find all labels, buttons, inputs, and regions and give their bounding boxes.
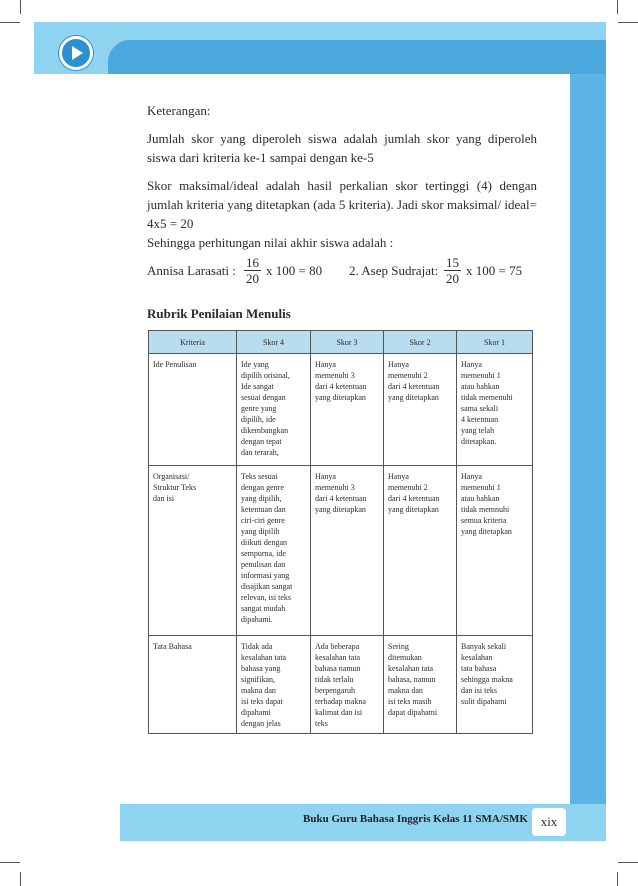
calc2-suffix: x 100 = 75 (466, 263, 523, 278)
calc2-denominator: 20 (446, 271, 459, 286)
crop-mark (0, 22, 20, 23)
cell-skor-4: Tidak ada kesalahan tata bahasa yang signifikan, makna dan isi teks dapat dipahami dengan jelas (237, 636, 311, 734)
cell-skor-3: Hanya memenuhi 3 dari 4 ketentuan yang ditetapkan (311, 466, 384, 636)
crop-mark (0, 862, 20, 863)
calc1-denominator: 20 (246, 271, 259, 286)
cell-criteria: Ide Penulisan (149, 354, 237, 466)
cell-skor-1: Banyak sekali kesalahan tata bahasa sehingga makna dan isi teks sulit dipahami (457, 636, 533, 734)
cell-skor-1: Hanya memenuhi 1 atau bahkan tidak memenuhi sama sekali 4 ketentuan yang telah ditetapkan. (457, 354, 533, 466)
header-skor-1: Skor 1 (457, 331, 533, 354)
cell-skor-3: Hanya memenuhi 3 dari 4 ketentuan yang ditetapkan (311, 354, 384, 466)
calc2-prefix: 2. Asep Sudrajat: (349, 263, 439, 278)
paragraph-score: Jumlah skor yang diperoleh siswa adalah jumlah skor yang diperoleh siswa dari kriteria ke-1 sampai dengan ke-5 (147, 131, 537, 165)
table-row (149, 354, 533, 466)
crop-mark (20, 0, 21, 14)
header-skor-2: Skor 2 (384, 331, 457, 354)
paragraph-final: Sehingga perhitungan nilai akhir siswa adalah : (147, 235, 394, 250)
cell-skor-2: Hanya memenuhi 2 dari 4 ketentuan yang ditetapkan (384, 354, 457, 466)
table-header-row (149, 331, 533, 354)
crop-mark (618, 22, 638, 23)
cell-skor-2: Sering ditemukan kesalahan tata bahasa, namun makna dan isi teks masih dapat dipahami (384, 636, 457, 734)
cell-skor-1: Hanya memenuhi 1 atau bahkan tidak memnuhi semua kriteria yang ditetapkan (457, 466, 533, 636)
calc1-fraction (244, 256, 261, 287)
cell-skor-4: Ide yang dipilih orisinal, Ide sangat sesuai dengan genre yang dipilih, ide dikembangkan dengan tepat dan terarah, (237, 354, 311, 466)
rubric-table (148, 330, 533, 734)
play-icon (59, 36, 93, 70)
cell-skor-4: Teks sesuai dengan genre yang dipilih, ketentuan dan ciri-ciri genre yang dipilih diikuti dengan sempurna, ide penulisan dan informasi yang disajikan sangat relevan, isi teks sangat mudah dipahami. (237, 466, 311, 636)
paragraph-max-score: Skor maksimal/ideal adalah hasil perkalian skor tertinggi (4) dengan jumlah kriteria yang ditetapkan (ada 5 kriteria). Jadi skor maksimal/ ideal= 4x5 = 20 (147, 178, 537, 231)
cell-criteria: Organisasi/ Struktur Teks dan isi (149, 466, 237, 636)
calc1-numerator: 16 (246, 255, 259, 270)
cell-skor-2: Hanya memenuhi 2 dari 4 ketentuan yang ditetapkan (384, 466, 457, 636)
calc2-fraction (444, 256, 461, 287)
cell-skor-3: Ada beberapa kesalahan tata bahasa namun tidak terlalu berpengaruh terhadap makna kalimat dan isi teks (311, 636, 384, 734)
top-banner-accent (108, 40, 606, 74)
header-kriteria: Kriteria (149, 331, 237, 354)
page-number: xix (532, 808, 566, 836)
crop-mark (20, 872, 21, 886)
table-row (149, 636, 533, 734)
crop-mark (617, 0, 618, 14)
header-skor-3: Skor 3 (311, 331, 384, 354)
cell-criteria: Tata Bahasa (149, 636, 237, 734)
header-skor-4: Skor 4 (237, 331, 311, 354)
rubric-title: Rubrik Penilaian Menulis (147, 306, 291, 321)
keterangan-label: Keterangan: (147, 103, 211, 118)
footer-book-title: Buku Guru Bahasa Inggris Kelas 11 SMA/SMK (303, 813, 528, 825)
right-band (570, 40, 606, 804)
table-row (149, 466, 533, 636)
crop-mark (617, 872, 618, 886)
calc2-numerator: 15 (446, 255, 459, 270)
calc1-suffix: x 100 = 80 (266, 263, 323, 278)
calc1-prefix: Annisa Larasati : (147, 263, 236, 278)
crop-mark (618, 862, 638, 863)
